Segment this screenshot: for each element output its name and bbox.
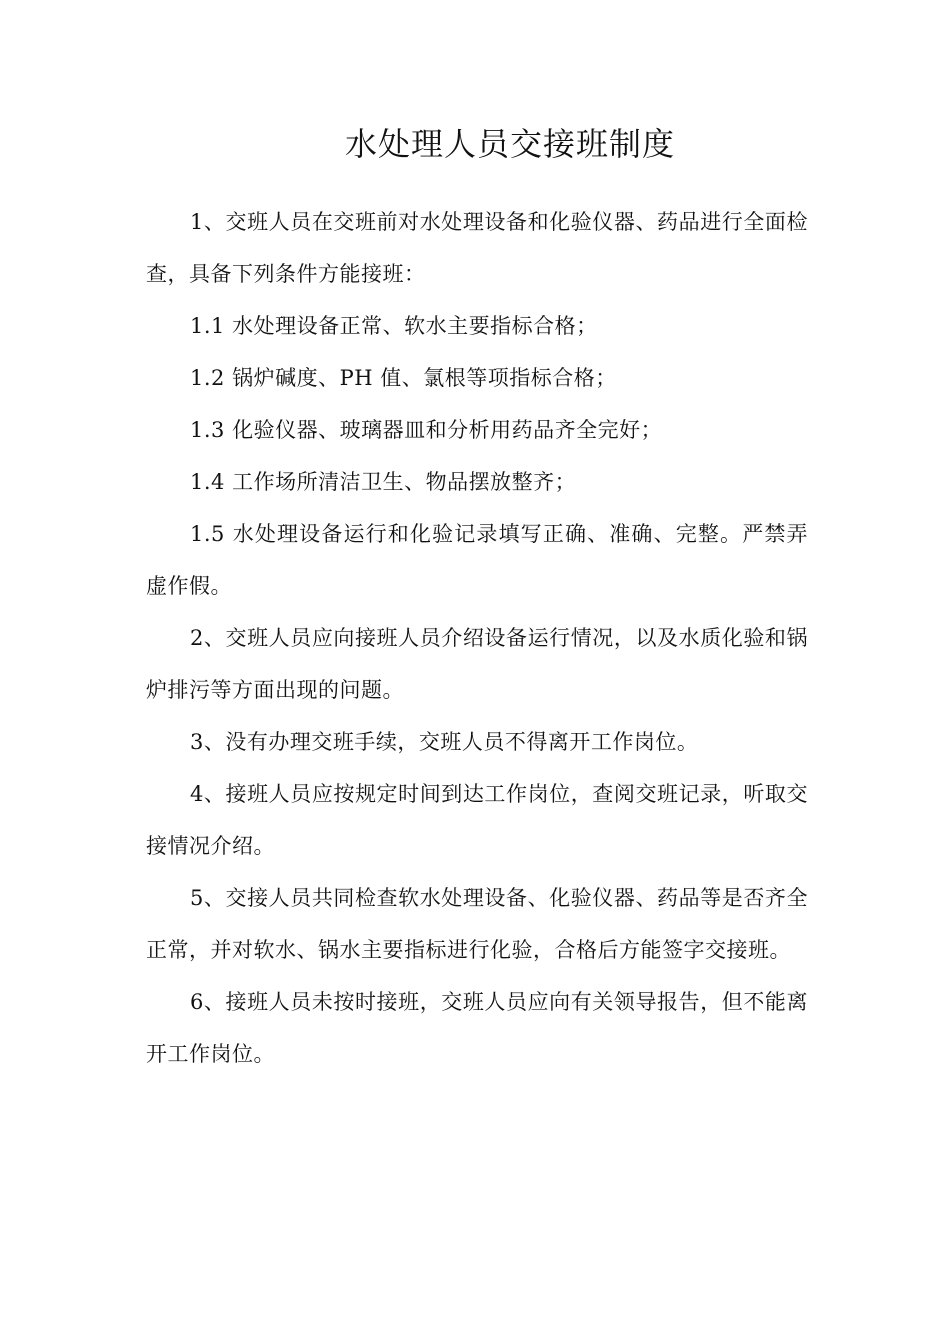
paragraph-2: 2、交班人员应向接班人员介绍设备运行情况，以及水质化验和锅炉排污等方面出现的问题。 [146, 626, 808, 702]
paragraph-1-5: 1.5 水处理设备运行和化验记录填写正确、准确、完整。严禁弄虚作假。 [146, 522, 808, 598]
paragraph-1: 1、交班人员在交班前对水处理设备和化验仪器、药品进行全面检查，具备下列条件方能接班： [146, 210, 808, 286]
document-body [146, 196, 808, 1080]
paragraph-1-4: 1.4 工作场所清洁卫生、物品摆放整齐； [190, 470, 577, 494]
paragraph-3: 3、没有办理交班手续，交班人员不得离开工作岗位。 [190, 730, 699, 754]
paragraph-6: 6、接班人员未按时接班，交班人员应向有关领导报告，但不能离开工作岗位。 [146, 990, 808, 1066]
paragraph-1-2: 1.2 锅炉碱度、PH 值、氯根等项指标合格； [190, 366, 617, 390]
paragraph-5: 5、交接人员共同检查软水处理设备、化验仪器、药品等是否齐全正常，并对软水、锅水主要指标进行化验，合格后方能签字交接班。 [146, 886, 808, 962]
paragraph-4: 4、接班人员应按规定时间到达工作岗位，查阅交班记录，听取交接情况介绍。 [146, 782, 808, 858]
paragraph-1-1: 1.1 水处理设备正常、软水主要指标合格； [190, 314, 598, 338]
paragraph-1-3: 1.3 化验仪器、玻璃器皿和分析用药品齐全完好； [190, 418, 663, 442]
document-title: 水处理人员交接班制度 [344, 125, 675, 163]
